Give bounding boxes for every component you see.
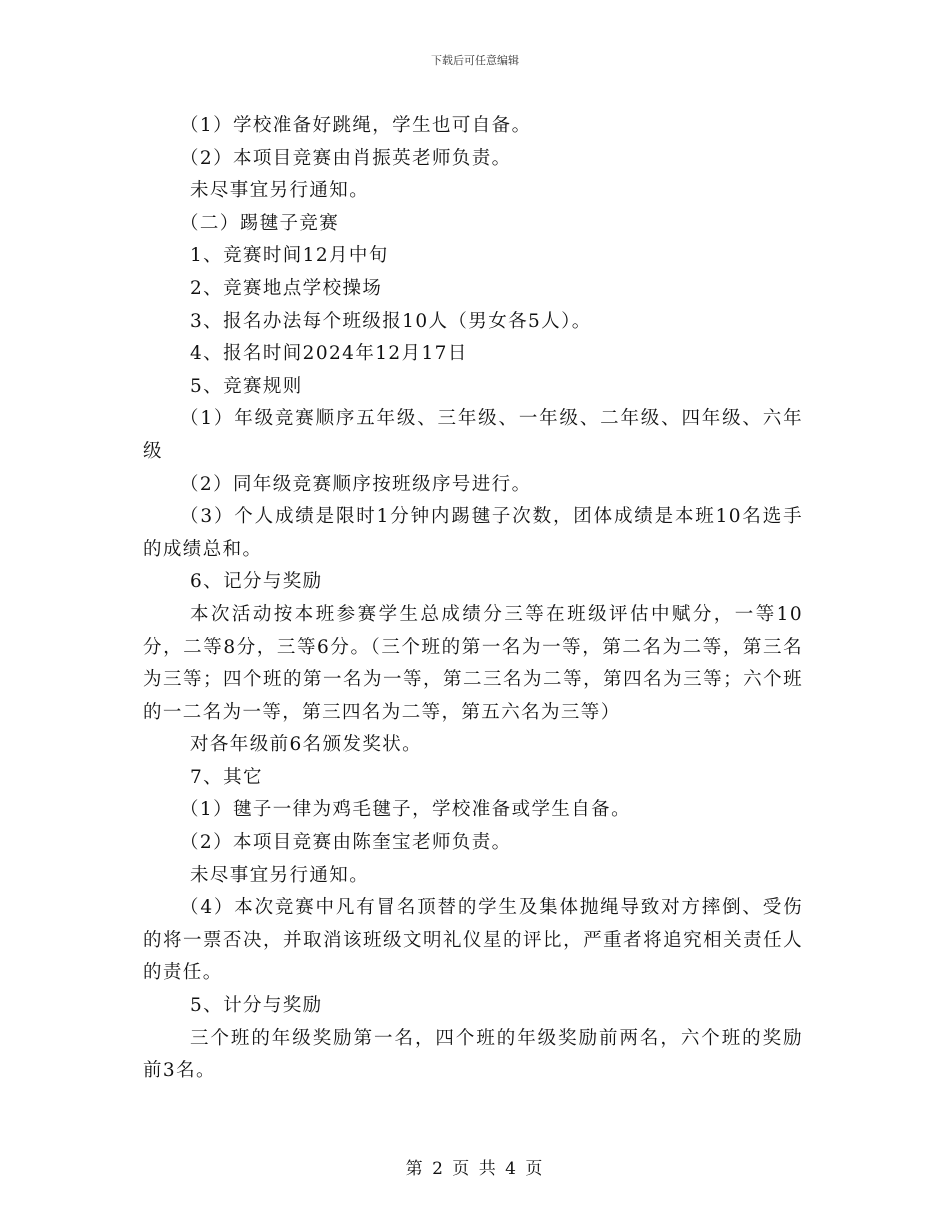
paragraph: 5、竞赛规则 [190, 375, 303, 397]
paragraph: 3、报名办法每个班级报10人（男女各5人）。 [190, 310, 592, 332]
paragraph: 4、报名时间2024年12月17日 [190, 343, 468, 365]
paragraph: 未尽事宜另行通知。 [190, 180, 370, 202]
page-footer: 第 2 页 共 4 页 [405, 1159, 545, 1179]
paragraph: 7、其它 [190, 766, 263, 788]
section-heading: （二）踢毽子竞赛 [180, 212, 340, 234]
paragraph: 2、竞赛地点学校操场 [190, 277, 383, 299]
paragraph: 6、记分与奖励 [190, 571, 323, 593]
paragraph: （4）本次竞赛中凡有冒名顶替的学生及集体抛绳导致对方摔倒、受伤的将一票否决，并取消该班级文明礼仪星的评比，严重者将追究相关责任人的责任。 [143, 897, 803, 984]
paragraph: （2）本项目竞赛由肖振英老师负责。 [180, 147, 512, 169]
paragraph: 本次活动按本班参赛学生总成绩分三等在班级评估中赋分，一等10分，二等8分，三等6分。（三个班的第一名为一等，第二名为二等，第三名为三等；四个班的第一名为一等，第二三名为二等，第四名为三等；六个班的一二名为一等，第三四名为二等，第五六名为三等） [143, 603, 803, 723]
paragraph: 5、计分与奖励 [190, 995, 323, 1017]
paragraph: 未尽事宜另行通知。 [190, 864, 370, 886]
paragraph: （2）同年级竞赛顺序按班级序号进行。 [180, 473, 532, 495]
paragraph: 1、竞赛时间12月中旬 [190, 245, 389, 267]
page-header: 下载后可任意编辑 [431, 54, 519, 67]
paragraph: （1）学校准备好跳绳，学生也可自备。 [180, 115, 532, 136]
paragraph: （1）年级竞赛顺序五年级、三年级、一年级、二年级、四年级、六年级 [143, 408, 803, 462]
paragraph: 对各年级前6名颁发奖状。 [190, 734, 423, 756]
paragraph: （1）毽子一律为鸡毛毽子，学校准备或学生自备。 [180, 799, 631, 821]
paragraph: 三个班的年级奖励第一名，四个班的年级奖励前两名，六个班的奖励前3名。 [143, 1027, 803, 1082]
paragraph: （2）本项目竞赛由陈奎宝老师负责。 [180, 832, 512, 854]
document-body [143, 110, 803, 1088]
paragraph: （3）个人成绩是限时1分钟内踢毽子次数，团体成绩是本班10名选手的成绩总和。 [143, 506, 803, 560]
